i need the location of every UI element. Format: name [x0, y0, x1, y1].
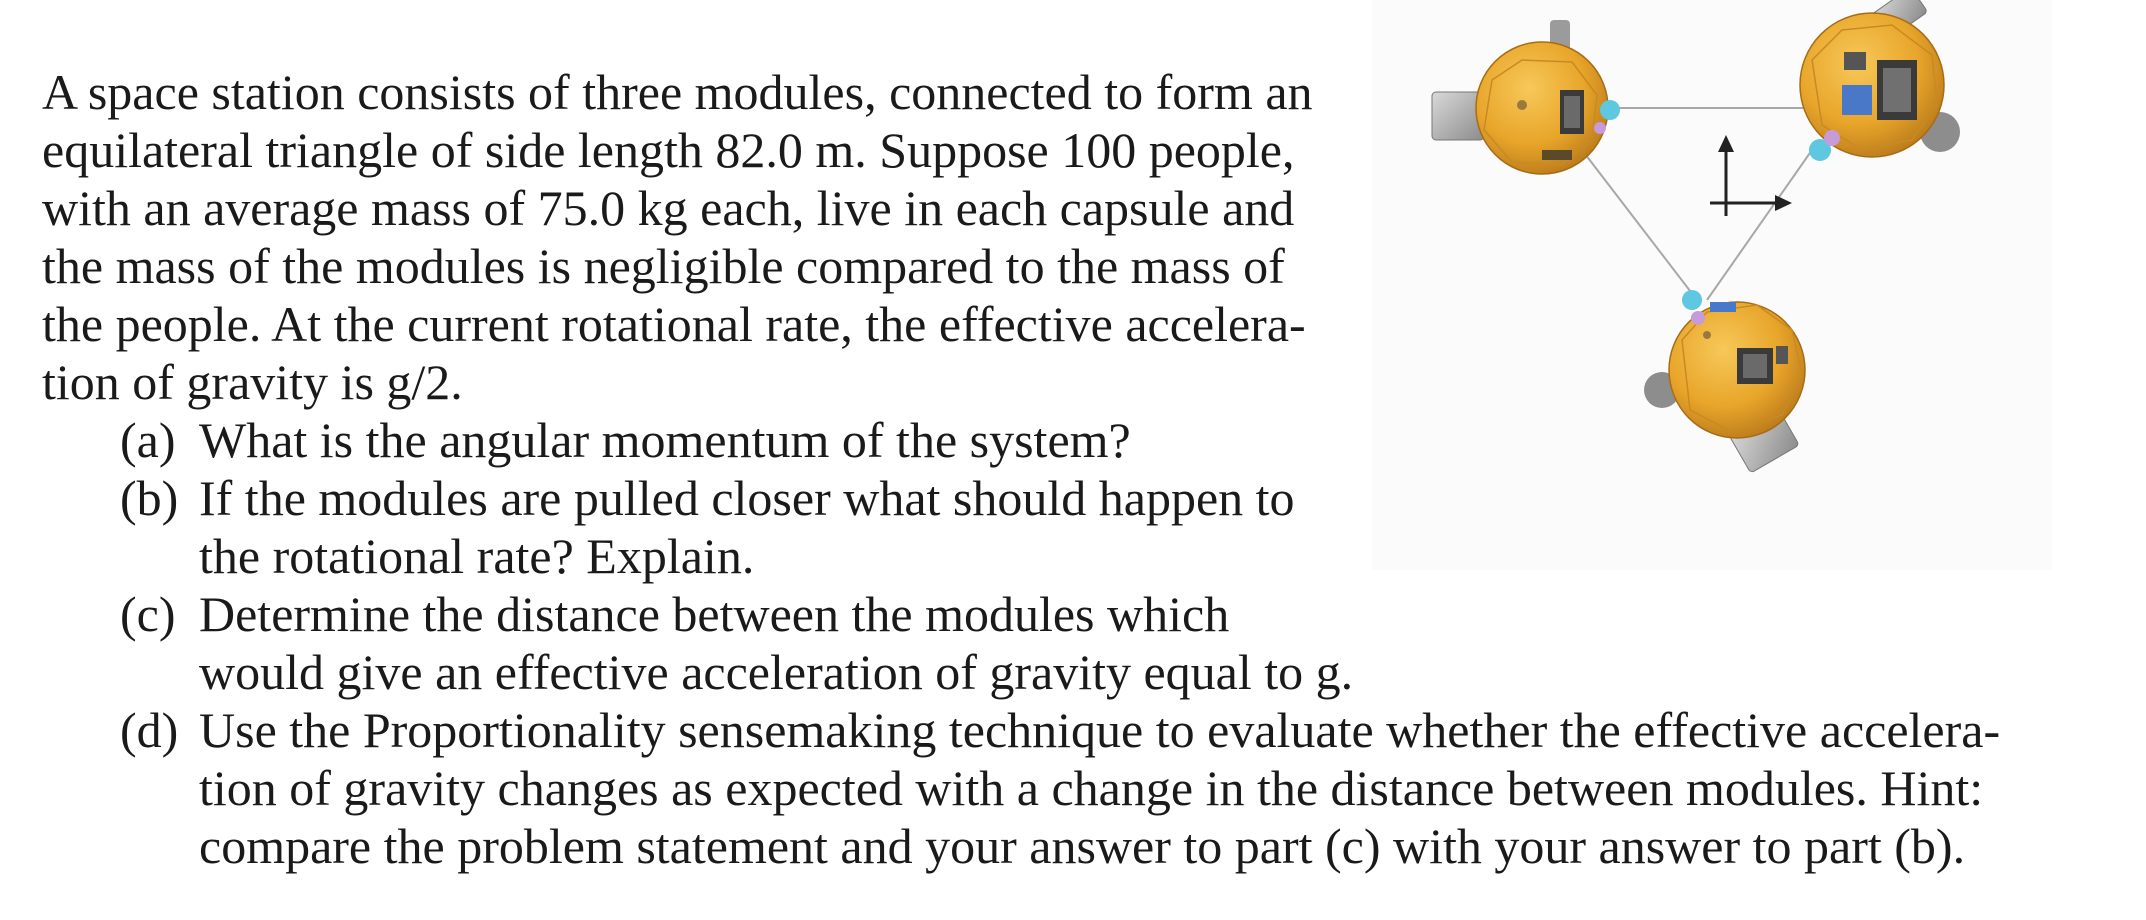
figure-background: [1372, 0, 2052, 570]
intro-line: the mass of the modules is negligible compared to the mass of: [42, 238, 1285, 294]
part-line: Determine the distance between the modules which: [199, 586, 1230, 642]
intro-line: with an average mass of 75.0 kg each, live in each capsule and: [42, 180, 1295, 236]
part-line: would give an effective acceleration of gravity equal to g.: [199, 644, 1354, 700]
part-label: (b): [120, 470, 179, 526]
part-label: (a): [120, 412, 176, 468]
part-line: If the modules are pulled closer what should happen to: [199, 470, 1295, 526]
part-line: What is the angular momentum of the system?: [199, 412, 1131, 468]
intro-line: tion of gravity is g/2.: [42, 354, 463, 410]
intro-line: equilateral triangle of side length 82.0 m. Suppose 100 people,: [42, 122, 1295, 178]
part-label: (d): [120, 702, 179, 758]
part-line: the rotational rate? Explain.: [199, 528, 755, 584]
part-line: compare the problem statement and your answer to part (c) with your answer to part (b).: [199, 818, 1966, 874]
space-station-figure: [1372, 0, 2052, 580]
part-label: (c): [120, 586, 176, 642]
part-line: tion of gravity changes as expected with a change in the distance between modules. Hint:: [199, 760, 1984, 816]
part-line: Use the Proportionality sensemaking technique to evaluate whether the effective accelera-: [199, 702, 2001, 758]
intro-line: A space station consists of three modules, connected to form an: [42, 64, 1313, 120]
intro-line: the people. At the current rotational rate, the effective accelera-: [42, 296, 1306, 352]
